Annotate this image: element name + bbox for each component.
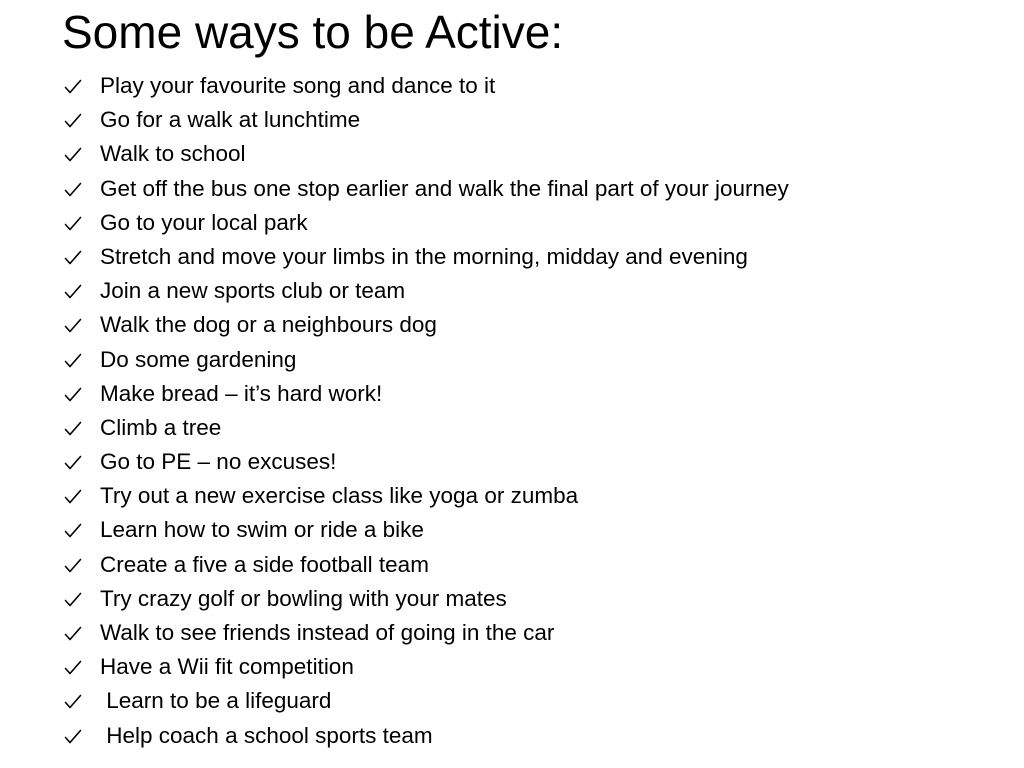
list-item-text: Go for a walk at lunchtime xyxy=(100,107,361,133)
list-item-text: Help coach a school sports team xyxy=(100,722,433,748)
list-item-text: Get off the bus one stop earlier and walk the final part of your journey xyxy=(100,175,789,201)
checkmark-icon xyxy=(64,250,82,266)
checkmark-icon xyxy=(64,387,82,403)
list-item-text: Learn how to swim or ride a bike xyxy=(100,517,424,543)
list-item-text: Climb a tree xyxy=(100,414,222,440)
checkmark-icon xyxy=(64,318,82,334)
list-item-text: Join a new sports club or team xyxy=(100,278,406,304)
checkmark-icon xyxy=(64,729,82,745)
checkmark-icon xyxy=(64,421,82,437)
checkmark-icon xyxy=(64,182,82,198)
checkmark-icon xyxy=(64,284,82,300)
checkmark-icon xyxy=(64,79,82,95)
checkmark-icon xyxy=(64,592,82,608)
list-item-text: Learn to be a lifeguard xyxy=(100,688,332,714)
checkmark-icon xyxy=(64,113,82,129)
list-item-text: Try out a new exercise class like yoga or zumba xyxy=(100,483,579,509)
checkmark-icon xyxy=(64,558,82,574)
list-item-text: Walk the dog or a neighbours dog xyxy=(100,312,437,338)
list-item-text: Walk to school xyxy=(100,141,246,167)
list-item-text: Try crazy golf or bowling with your mates xyxy=(100,585,507,611)
checkmark-icon xyxy=(64,694,82,710)
checkmark-icon xyxy=(64,489,82,505)
checkmark-icon xyxy=(64,660,82,676)
checkmark-icon xyxy=(64,626,82,642)
checkmark-icon xyxy=(64,353,82,369)
list-item-text: Go to PE – no excuses! xyxy=(100,449,337,475)
list-item-text: Have a Wii fit competition xyxy=(100,654,354,680)
list-item-text: Go to your local park xyxy=(100,209,308,235)
list-item-text: Make bread – it’s hard work! xyxy=(100,380,383,406)
list-item-text: Do some gardening xyxy=(100,346,297,372)
list-item-text: Stretch and move your limbs in the morning, midday and evening xyxy=(100,243,748,269)
checkmark-icon xyxy=(64,216,82,232)
list-item-text: Play your favourite song and dance to it xyxy=(100,73,496,98)
list-item-text: Walk to see friends instead of going in the car xyxy=(100,620,555,645)
checkmark-icon xyxy=(64,523,82,539)
slide-title: Some ways to be Active: xyxy=(62,6,564,58)
checkmark-icon xyxy=(64,455,82,471)
checkmark-icon xyxy=(64,147,82,163)
list-item-text: Create a five a side football team xyxy=(100,551,429,577)
